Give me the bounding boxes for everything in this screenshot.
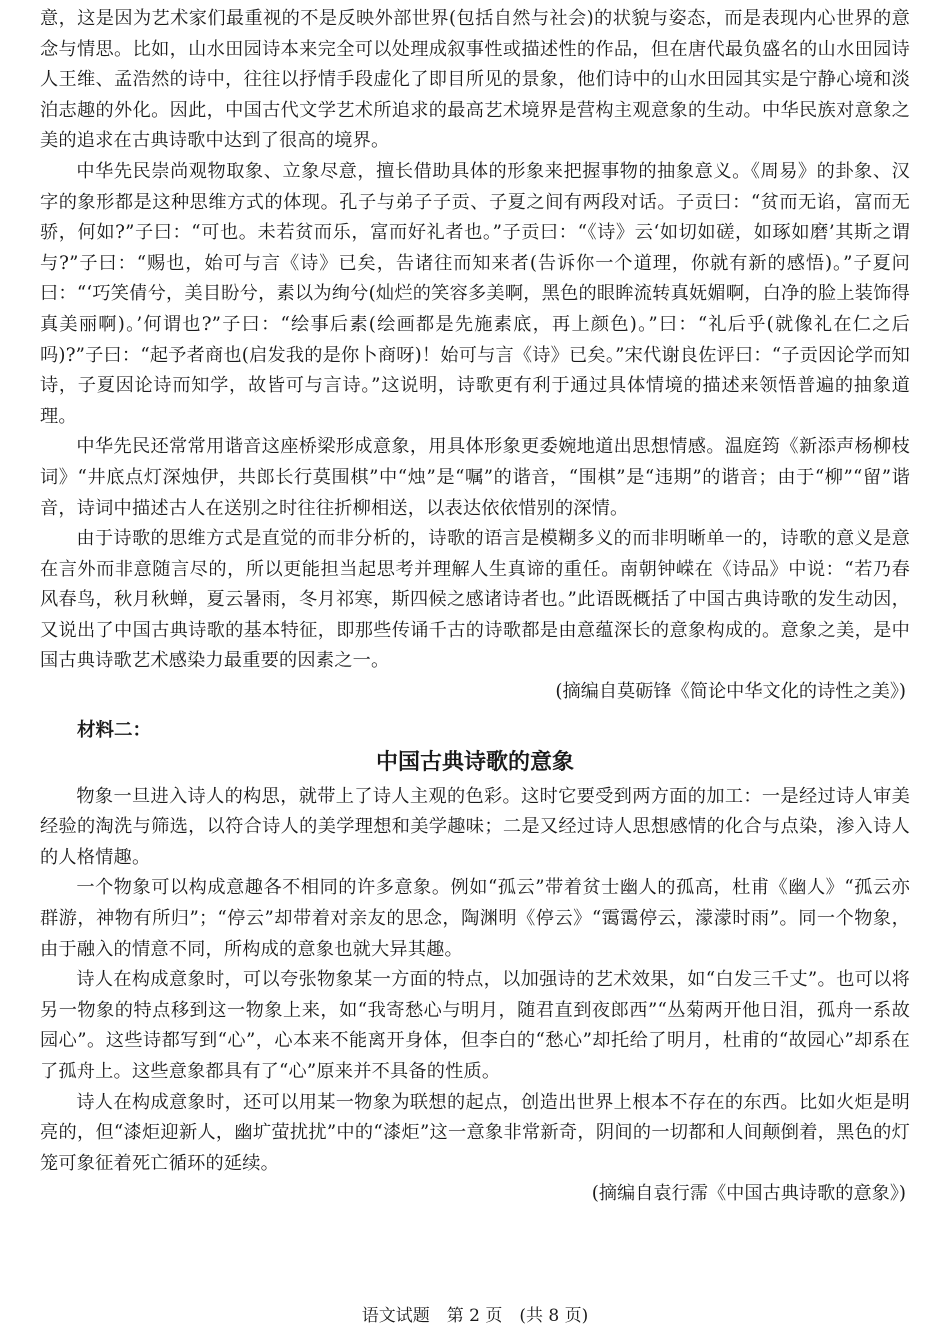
material1-paragraph-3: 中华先民还常常用谐音这座桥梁形成意象，用具体形象更委婉地道出思想情感。温庭筠《新添声杨柳枝词》“井底点灯深烛伊，共郎长行莫围棋”中“烛”是“嘱”的谐音，“围棋”是“违期”的谐音；由于“柳”“留”谐音，诗词中描述古人在送别之时往往折柳相送，以表达依依惜别的深情。	[40, 436, 910, 519]
material1-paragraph-1: 意，这是因为艺术家们最重视的不是反映外部世界(包括自然与社会)的状貌与姿态，而是表现内心世界的意念与情思。比如，山水田园诗本来完全可以处理成叙事性或描述性的作品，但在唐代最负盛名的山水田园诗人王维、孟浩然的诗中，往往以抒情手段虚化了即目所见的景象，他们诗中的山水田园其实是宁静心境和淡泊志趣的外化。因此，中国古代文学艺术所追求的最高艺术境界是营构主观意象的生动。中华民族对意象之美的追求在古典诗歌中达到了很高的境界。	[40, 8, 910, 152]
material2-title: 中国古典诗歌的意象	[375, 749, 574, 775]
material2-paragraph-2: 一个物象可以构成意趣各不相同的许多意象。例如“孤云”带着贫士幽人的孤高，杜甫《幽人》“孤云亦群游，神物有所归”；“停云”却带着对亲友的思念，陶渊明《停云》“霭霭停云，濛濛时雨”。同一个物象，由于融入的情意不同，所构成的意象也就大异其趣。	[40, 877, 910, 960]
material1-paragraph-2: 中华先民崇尚观物取象、立象尽意，擅长借助具体的形象来把握事物的抽象意义。《周易》的卦象、汉字的象形都是这种思维方式的体现。孔子与弟子子贡、子夏之间有两段对话。子贡曰：“贫而无谄，富而无骄，何如?”子曰：“可也。未若贫而乐，富而好礼者也。”子贡曰：“《诗》云‘如切如磋，如琢如磨’其斯之谓与?”子曰：“赐也，始可与言《诗》已矣，告诸往而知来者(告诉你一个道理，你就有新的感悟)。”子夏问曰：“‘巧笑倩兮，美目盼兮，素以为绚兮(灿烂的笑容多美啊，黑色的眼眸流转真妩媚啊，白净的脸上装饰得真美丽啊)。’何谓也?”子曰：“绘事后素(绘画都是先施素底，再上颜色)。”曰：“礼后乎(就像礼在仁之后吗)?”子曰：“起予者商也(启发我的是你卜商呀)！始可与言《诗》已矣。”宋代谢良佐评曰：“子贡因论学而知诗，子夏因论诗而知学，故皆可与言诗。”这说明，诗歌更有利于通过具体情境的描述来领悟普遍的抽象道理。	[40, 160, 910, 427]
page-footer: 语文试题 第 2 页 (共 8 页)	[361, 1306, 589, 1326]
material1-paragraph-4: 由于诗歌的思维方式是直觉的而非分析的，诗歌的语言是模糊多义的而非明晰单一的，诗歌的意义是意在言外而非意随言尽的，所以更能担当起思考并理解人生真谛的重任。南朝钟嵘在《诗品》中说：“若乃春风春鸟，秋月秋蝉，夏云暑雨，冬月祁寒，斯四候之感诸诗者也。”此语既概括了中国古典诗歌的发生动因，又说出了中国古典诗歌的基本特征，即那些传诵千古的诗歌都是由意蕴深长的意象构成的。意象之美，是中国古典诗歌艺术感染力最重要的因素之一。	[40, 528, 910, 672]
material2-paragraph-1: 物象一旦进入诗人的构思，就带上了诗人主观的色彩。这时它要受到两方面的加工：一是经过诗人审美经验的淘洗与筛选，以符合诗人的美学理想和美学趣味；二是又经过诗人思想感情的化合与点染，渗入诗人的人格情趣。	[40, 785, 910, 868]
material1-source: (摘编自莫砺锋《简论中华文化的诗性之美》)	[555, 681, 906, 703]
material2-paragraph-3: 诗人在构成意象时，可以夸张物象某一方面的特点，以加强诗的艺术效果，如“白发三千丈”。也可以将另一物象的特点移到这一物象上来，如“我寄愁心与明月，随君直到夜郎西”“丛菊两开他日泪，孤舟一系故园心”。这些诗都写到“心”，心本来不能离开身体，但李白的“愁心”却托给了明月，杜甫的“故园心”却系在了孤舟上。这些意象都具有了“心”原来并不具备的性质。	[40, 969, 910, 1082]
exam-page	[40, 4, 910, 1210]
material2-label: 材料二：	[77, 719, 152, 741]
material2-source: (摘编自袁行霈《中国古典诗歌的意象》)	[591, 1183, 906, 1205]
material2-paragraph-4: 诗人在构成意象时，还可以用某一物象为联想的起点，创造出世界上根本不存在的东西。比如火炬是明亮的，但“漆炬迎新人，幽圹萤扰扰”中的“漆炬”这一意象非常新奇，阴间的一切都和人间颠倒着，黑色的灯笼可象征着死亡循环的延续。	[40, 1091, 910, 1174]
